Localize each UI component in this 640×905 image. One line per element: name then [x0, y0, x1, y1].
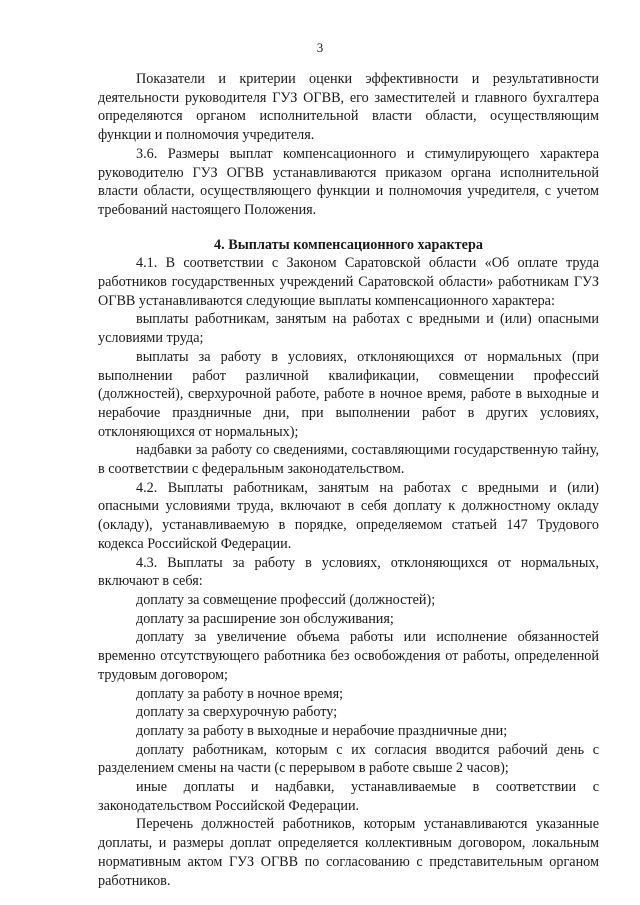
paragraph-4-3: 4.3. Выплаты за работу в условиях, отклоняющихся от нормальных, включают в себя: [98, 554, 599, 590]
paragraph-4-2: 4.2. Выплаты работникам, занятым на работах с вредными и (или) опасными условиями труда, включают в себя доплату к должностному окладу (окладу), устанавливаемую в порядке, определяемом статьей 147 Трудового кодекса Российской Федерации. [98, 479, 599, 552]
section-heading: 4. Выплаты компенсационного характера [214, 236, 483, 253]
list-item-abnormal-conditions: выплаты за работу в условиях, отклоняющихся от нормальных (при выполнении работ различной квалификации, совмещении профессий (должностей), сверхурочной работе, работе в ночное время, работе в выходные и нерабочие праздничные дни, при выполнении работ в других условиях, отклоняющихся от нормальных); [98, 348, 599, 440]
paragraph-criteria: Показатели и критерии оценки эффективности и результативности деятельности руководителя ГУЗ ОГВВ, его заместителей и главного бухгалтера определяются органом исполнительной власти области, осуществляющим функции и полномочия учредителя. [98, 71, 599, 144]
list-item-combined-professions: доплату за совмещение профессий (должностей); [136, 591, 436, 608]
list-item-overtime: доплату за сверхурочную работу; [136, 704, 338, 721]
page-number: 3 [316, 40, 324, 55]
paragraph-3-6: 3.6. Размеры выплат компенсационного и стимулирующего характера руководителю ГУЗ ОГВВ устанавливаются приказом органа исполнительной власти области, осуществляющего функции и полномочия учредителя, с учетом требований настоящего Положения. [98, 145, 599, 218]
paragraph-4-1: 4.1. В соответствии с Законом Саратовской области «Об оплате труда работников государственных учреждений Саратовской области» работникам ГУЗ ОГВВ устанавливаются следующие выплаты компенсационного характера: [98, 255, 599, 309]
list-item-other-bonuses: иные доплаты и надбавки, устанавливаемые в соответствии с законодательством Российской Федерации. [98, 779, 599, 814]
list-item-service-zones: доплату за расширение зон обслуживания; [136, 610, 394, 627]
list-item-hazard-payments: выплаты работникам, занятым на работах с вредными и (или) опасными условиями труда; [98, 311, 599, 347]
document-body [98, 70, 599, 890]
list-item-state-secret-bonus: надбавки за работу со сведениями, составляющими государственную тайну, в соответствии с федеральным законодательством. [98, 442, 599, 478]
list-item-increased-workload: доплату за увеличение объема работы или исполнение обязанностей временно отсутствующего работника без освобождения от работы, определенной трудовым договором; [98, 629, 599, 683]
list-item-night-work: доплату за работу в ночное время; [136, 685, 344, 702]
list-item-split-shift: доплату работникам, которым с их согласия вводится рабочий день с разделением смены на части (с перерывом в работе свыше 2 часов); [98, 741, 599, 777]
paragraph-positions-list: Перечень должностей работников, которым устанавливаются указанные доплаты, и размеры доплат определяется коллективным договором, локальным нормативным актом ГУЗ ОГВВ по согласованию с представительным органом работников. [98, 816, 599, 889]
list-item-holiday-work: доплату за работу в выходные и нерабочие праздничные дни; [136, 722, 508, 739]
